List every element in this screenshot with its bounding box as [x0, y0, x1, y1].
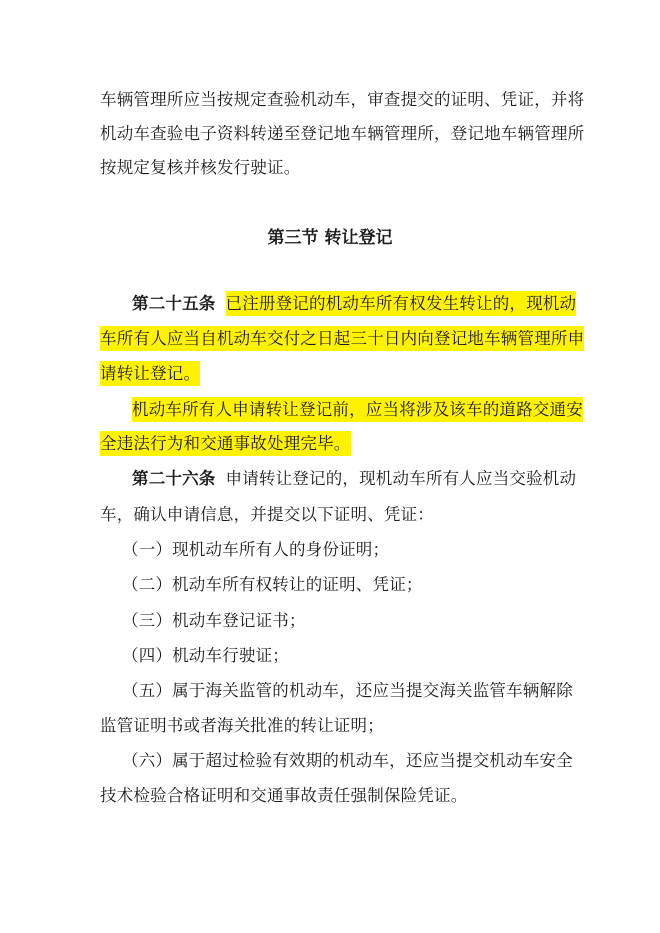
section-title: 第三节 转让登记 [267, 228, 393, 248]
intro-line-2: 机动车查验电子资料转递至登记地车辆管理所，登记地车辆管理所 [100, 124, 585, 143]
article26-item-6-line-2: 技术检验合格证明和交通事故责任强制保险凭证。 [100, 786, 468, 805]
article26-item-4: （四）机动车行驶证； [122, 646, 289, 665]
article25-para1-line-1: 已注册登记的机动车所有权发生转让的，现机动 [226, 291, 577, 316]
article25-para2-line-1: 机动车所有人申请转让登记前，应当将涉及该车的道路交通安 [132, 397, 583, 422]
article25-para1-line-3: 请转让登记。 [100, 361, 200, 386]
article25-para1-line-2: 车所有人应当自机动车交付之日起三十日内向登记地车辆管理所申 [100, 326, 584, 351]
article26-item-1: （一）现机动车所有人的身份证明； [122, 540, 390, 559]
article25-label: 第二十五条 [132, 294, 216, 313]
article25-line-1 [132, 292, 576, 316]
article25-line-3 [100, 362, 200, 386]
article25-line-5 [100, 432, 351, 456]
article25-line-2 [100, 327, 584, 351]
intro-line-1: 车辆管理所应当按规定查验机动车，审查提交的证明、凭证，并将 [100, 90, 585, 109]
article26-item-5-line-1: （五）属于海关监管的机动车，还应当提交海关监管车辆解除 [122, 681, 573, 700]
article26-line-1 [132, 467, 576, 491]
article25-line-4 [132, 398, 583, 422]
article26-label: 第二十六条 [132, 469, 216, 488]
article26-intro-line-2: 车，确认申请信息，并提交以下证明、凭证： [100, 505, 434, 524]
article26-item-3: （三）机动车登记证书； [122, 611, 306, 630]
intro-line-3: 按规定复核并核发行驶证。 [100, 158, 301, 177]
article26-intro-line-1: 申请转让登记的，现机动车所有人应当交验机动 [225, 469, 577, 488]
article26-item-6-line-1: （六）属于超过检验有效期的机动车，还应当提交机动车安全 [122, 751, 573, 770]
article26-item-5-line-2: 监管证明书或者海关批准的转让证明； [100, 716, 384, 735]
article25-para2-line-2: 全违法行为和交通事故处理完毕。 [100, 431, 351, 456]
article26-item-2: （二）机动车所有权转让的证明、凭证； [122, 575, 423, 594]
